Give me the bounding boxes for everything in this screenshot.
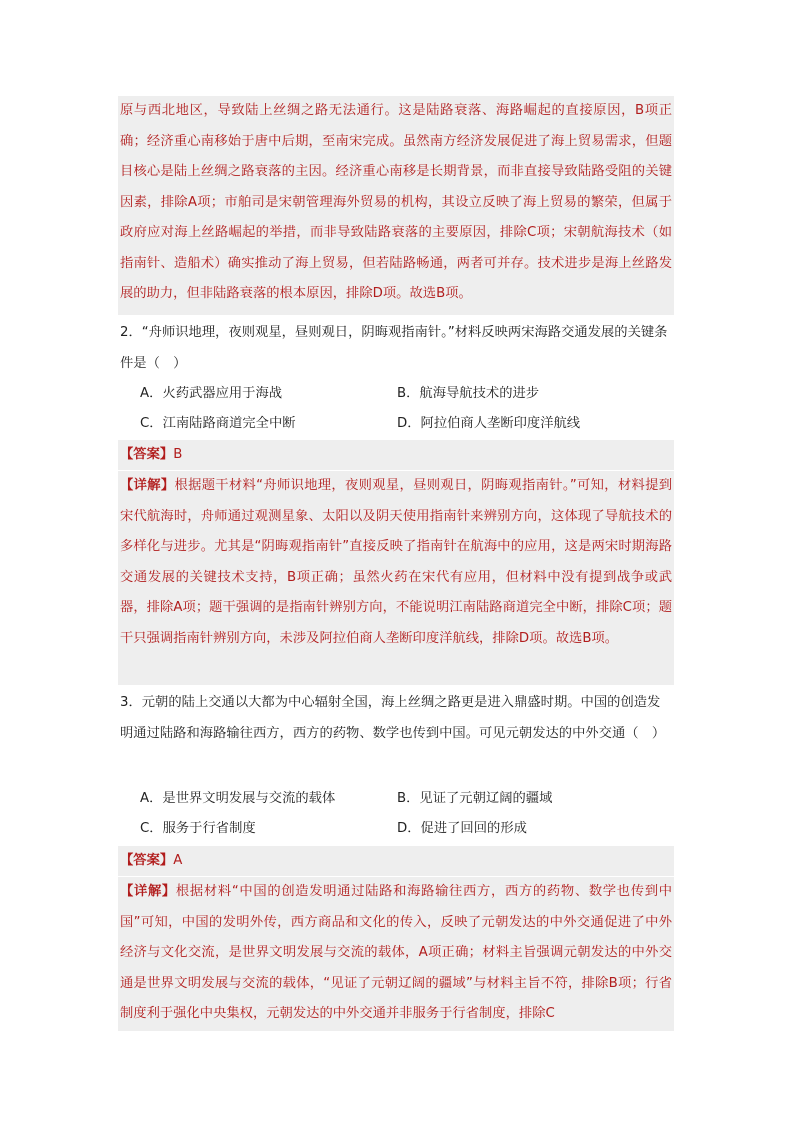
question-3-stem — [118, 688, 674, 749]
detail-box — [118, 877, 674, 1031]
question-text: 3．元朝的陆上交通以大都为中心辐射全国，海上丝绸之路更是进入鼎盛时期。中国的创造发明通过陆路和海路输往西方，西方的药物、数学也传到中国。可见元朝发达的中外交通（ ） — [120, 695, 666, 741]
detail-text: 根据题干材料“舟师识地理，夜则观星，昼则观日，阴晦观指南针。”可知，材料提到宋代航海时，舟师通过观测星象、太阳以及阴天使用指南针来辨别方向，这体现了导航技术的多样化与进步。尤其是“阴晦观指南针”直接反映了指南针在航海中的应用，这是两宋时期海路交通发展的关键技术支持，B项正确；虽然火药在宋代有应用，但材料中没有提到战争或武器，排除A项；题干强调的是指南针辨别方向，不能说明江南陆路商道完全中断，排除C项；题干只强调指南针辨别方向，未涉及阿拉伯商人垄断印度洋航线，排除D项。故选B项。 — [120, 478, 673, 646]
question-2-stem — [118, 318, 674, 379]
answer-tag: 【答案】 — [120, 853, 174, 868]
option-c: C．江南陆路商道完全中断 — [140, 416, 296, 431]
option-c: C．服务于行省制度 — [140, 821, 256, 836]
answer-box — [118, 440, 674, 470]
option-a: A．是世界文明发展与交流的载体 — [140, 791, 336, 806]
option-d: D．促进了回回的形成 — [397, 821, 527, 836]
answer-tag: 【答案】 — [120, 447, 174, 462]
option-d: D．阿拉伯商人垄断印度洋航线 — [397, 416, 581, 431]
explanation-continued — [118, 96, 674, 315]
answer-value: B — [173, 447, 183, 462]
answer-box — [118, 846, 674, 876]
option-a: A．火药武器应用于海战 — [140, 386, 283, 401]
explanation-text: 原与西北地区，导致陆上丝绸之路无法通行。这是陆路衰落、海路崛起的直接原因，B项正确；经济重心南移始于唐中后期，至南宋完成。虽然南方经济发展促进了海上贸易需求，但题目核心是陆上丝绸之路衰落的主因。经济重心南移是长期背景，而非直接导致陆路受阻的关键因素，排除A项；市舶司是宋朝管理海外贸易的机构，其设立反映了海上贸易的繁荣，但属于政府应对海上丝路崛起的举措，而非导致陆路衰落的主要原因，排除C项；宋朝航海技术（如指南针、造船术）确实推动了海上贸易，但若陆路畅通，两者可并存。技术进步是海上丝路发展的助力，但非陆路衰落的根本原因，排除D项。故选B项。 — [120, 103, 672, 301]
detail-tag: 【详解】 — [120, 884, 176, 899]
answer-value: A — [173, 853, 183, 868]
detail-box — [118, 471, 674, 685]
detail-text: 根据材料“中国的创造发明通过陆路和海路输往西方，西方的药物、数学也传到中国”可知，中国的发明外传，西方商品和文化的传入，反映了元朝发达的中外交通促进了中外经济与文化交流，是世界文明发展与交流的载体，A项正确；材料主旨强调元朝发达的中外交通是世界文明发展与交流的载体，“见证了元朝辽阔的疆域”与材料主旨不符，排除B项；行省制度利于强化中央集权，元朝发达的中外交通并非服务于行省制度，排除C — [120, 884, 673, 1021]
question-text: 2．“舟师识地理，夜则观星，昼则观日，阴晦观指南针。”材料反映两宋海路交通发展的关键条件是（ ） — [120, 325, 668, 371]
detail-tag: 【详解】 — [120, 478, 175, 493]
option-b: B．见证了元朝辽阔的疆域 — [397, 791, 553, 806]
option-b: B．航海导航技术的进步 — [397, 386, 540, 401]
